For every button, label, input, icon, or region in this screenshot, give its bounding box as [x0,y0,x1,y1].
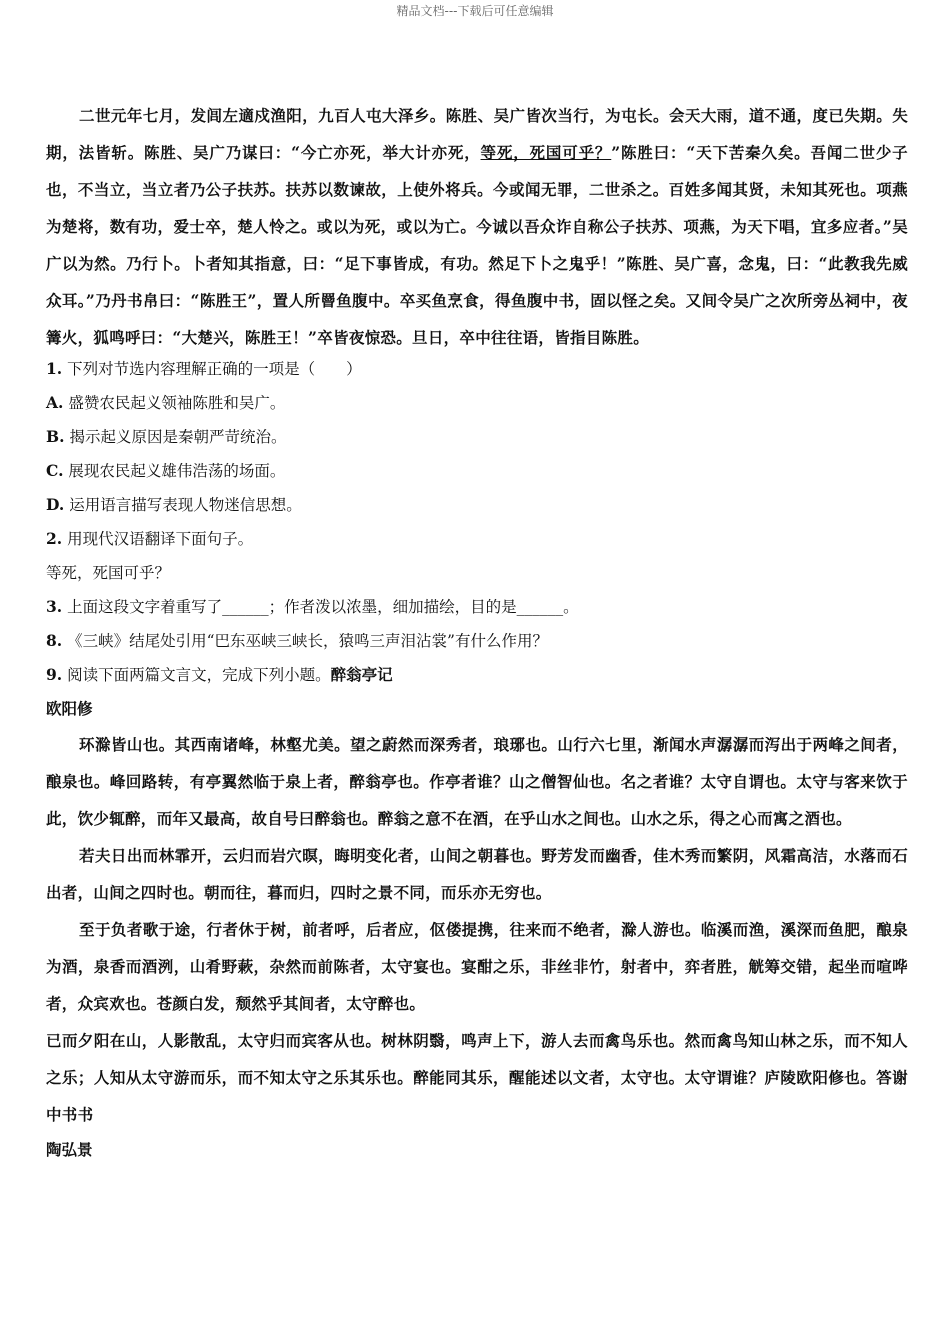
option-b [46,420,908,454]
question-text: 上面这段文字着重写了______；作者泼以浓墨，细加描绘，目的是______。 [67,598,579,616]
next-essay-author: 陶弘景 [46,1140,93,1159]
option-letter: C. [46,461,64,480]
option-text: 揭示起义原因是秦朝严苛统治。 [69,428,287,446]
option-text: 展现农民起义雄伟浩荡的场面。 [68,462,286,480]
question-2 [46,522,908,556]
passage-zuiwengting [46,726,908,1167]
page-header: 精品文档---下载后可任意编辑 [396,4,554,18]
essay-paragraph-1: 环滁皆山也。其西南诸峰，林壑尤美。望之蔚然而深秀者，琅琊也。山行六七里，渐闻水声潺潺而泻出于两峰之间者，酿泉也。峰回路转，有亭翼然临于泉上者，醉翁亭也。作亭者谁？山之僧智仙也。名之者谁？太守自谓也。太守与客来饮于此，饮少辄醉，而年又最高，故自号曰醉翁也。醉翁之意不在酒，在乎山水之间也。山水之乐，得之心而寓之酒也。 [46,735,908,828]
option-text: 运用语言描写表现人物迷信思想。 [69,496,302,514]
essay-title: 醉翁亭记 [330,665,393,684]
question-number: 8. [46,631,63,650]
question-1 [46,352,908,386]
next-essay-title: 答谢中书书 [46,1068,908,1124]
question-number: 3. [46,597,63,616]
option-letter: D. [46,495,65,514]
question-text: 等死，死国可乎？ [46,564,171,582]
question-number: 2. [46,529,63,548]
essay-author: 欧阳修 [46,699,93,718]
essay-paragraph-3: 至于负者歌于途，行者休于树，前者呼，后者应，伛偻提携，往来而不绝者，滁人游也。临溪而渔，溪深而鱼肥，酿泉为酒，泉香而酒洌，山肴野蔌，杂然而前陈者，太守宴也。宴酣之乐，非丝非竹，射者中，弈者胜，觥筹交错，起坐而喧哗者，众宾欢也。苍颜白发，颓然乎其间者，太守醉也。 [46,920,908,1013]
passage-chenshe [46,97,908,356]
question-text: 用现代汉语翻译下面句子。 [67,530,254,548]
translate-sentence [46,556,908,590]
option-letter: A. [46,393,64,412]
question-number: 1. [46,359,63,378]
essay-paragraph-2: 若夫日出而林霏开，云归而岩穴暝，晦明变化者，山间之朝暮也。野芳发而幽香，佳木秀而繁阴，风霜高洁，水落而石出者，山间之四时也。朝而往，暮而归，四时之景不同，而乐亦无穷也。 [46,846,908,902]
option-a [46,386,908,420]
underlined-sentence: 等死，死国可乎？ [480,143,612,162]
question-3 [46,590,908,624]
option-c [46,454,908,488]
essay-paragraph-4-text: 已而夕阳在山，人影散乱，太守归而宾客从也。树林阴翳，鸣声上下，游人去而禽鸟乐也。然而禽鸟知山林之乐，而不知人之乐；人知从太守游而乐，而不知太守之乐其乐也。醉能同其乐，醒能述以文者，太守也。太守谓谁？庐陵欧阳修也。 [46,1031,908,1087]
question-text: 下列对节选内容理解正确的一项是（ ） [67,360,362,378]
option-text: 盛赞农民起义领袖陈胜和吴广。 [68,394,286,412]
question-text: 《三峡》结尾处引用“巴东巫峡三峡长，猿鸣三声泪沾裳”有什么作用？ [67,632,548,650]
passage-text-before: 二世元年七月，发闾左適戍渔阳，九百人屯大泽乡。陈胜、吴广皆次当行，为屯长。会天大雨，道不通，度已失期。失期，法皆斩。陈胜、吴广乃谋曰：“今亡亦死，举大计亦死， [46,106,908,162]
question-text: 阅读下面两篇文言文，完成下列小题。 [67,666,331,684]
option-d [46,488,908,522]
question-list [46,352,908,726]
document-body [46,97,908,1167]
essay-paragraph-4 [46,1022,908,1133]
question-8 [46,624,908,658]
question-number: 9. [46,665,63,684]
option-letter: B. [46,427,65,446]
question-9 [46,658,908,692]
passage-text-after: ”陈胜曰：“天下苦秦久矣。吾闻二世少子也，不当立，当立者乃公子扶苏。扶苏以数谏故，上使外将兵。今或闻无罪，二世杀之。百姓多闻其贤，未知其死也。项燕为楚将，数有功，爱士卒，楚人怜之。或以为死，或以为亡。今诚以吾众诈自称公子扶苏、项燕，为天下唱，宜多应者。”吴广以为然。乃行卜。卜者知其指意，曰：“足下事皆成，有功。然足下卜之鬼乎！”陈胜、吴广喜，念鬼，曰：“此教我先威众耳。”乃丹书帛曰：“陈胜王”，置人所罾鱼腹中。卒买鱼烹食，得鱼腹中书，固以怪之矣。又间令吴广之次所旁丛祠中，夜篝火，狐鸣呼曰：“大楚兴，陈胜王！”卒皆夜惊恐。旦日，卒中往往语，皆指目陈胜。 [46,143,908,347]
